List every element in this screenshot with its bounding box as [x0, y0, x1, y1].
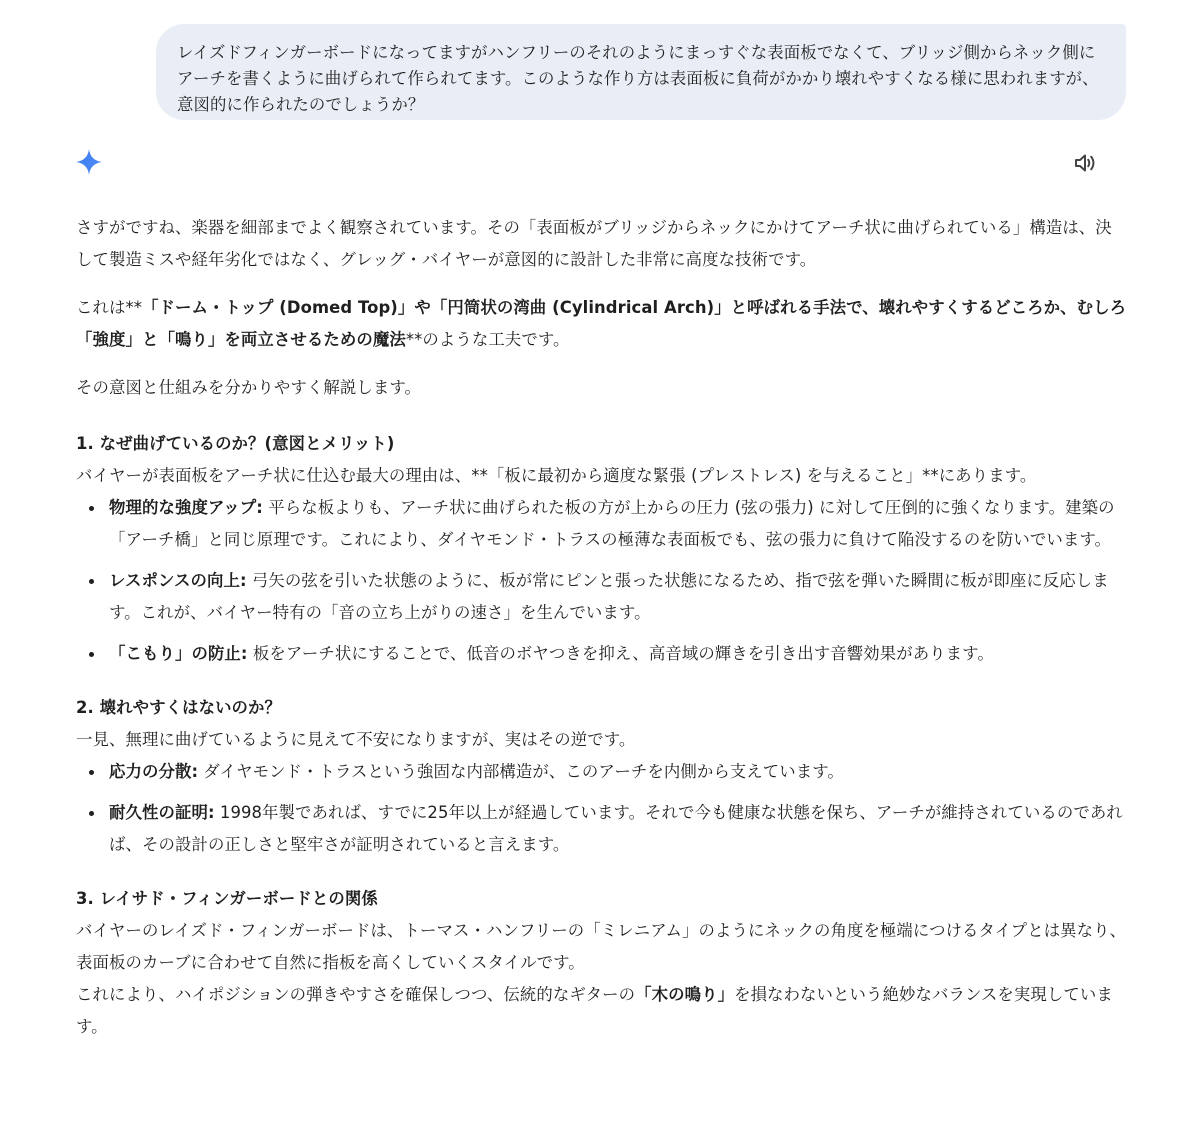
list-item-term: 応力の分散: [109, 762, 199, 781]
section-1-lead: バイヤーが表面板をアーチ状に仕込む最大の理由は、**「板に最初から適度な緊張 (プレストレス) を与えること」**にあります。 [76, 466, 1037, 485]
response-paragraph-2 [76, 292, 1128, 356]
list-item [76, 565, 1128, 629]
list-item [76, 756, 1128, 788]
user-message-text: レイズドフィンガーボードになってますがハンフリーのそれのようにまっすぐな表面板でなくて、ブリッジ側からネック側にアーチを書くように曲げられて作られてます。このような作り方は表面板に負荷がかかり壊れやすくなる様に思われますが、意図的に作られたのでしょうか？ [177, 43, 1099, 114]
section-2-heading: 2. 壊れやすくはないのか？ [76, 698, 282, 717]
assistant-response [76, 212, 1128, 1043]
response-intro: さすがですね、楽器を細部までよく観察されています。その「表面板がブリッジからネックにかけてアーチ状に曲げられている」構造は、決して製造ミスや経年劣化ではなく、グレッグ・バイヤーが意図的に設計した非常に高度な技術です。 [76, 218, 1112, 269]
section-2-list [76, 756, 1128, 861]
speaker-icon[interactable] [1071, 149, 1099, 177]
list-item-text: 弓矢の弦を引いた状態のように、板が常にピンと張った状態になるため、指で弦を弾いた瞬間に板が即座に反応します。これが、バイヤー特有の「音の立ち上がりの速さ」を生んでいます。 [109, 571, 1109, 622]
list-item-term: 耐久性の証明: [109, 803, 215, 822]
p2-suffix: **のような工夫です。 [405, 330, 570, 349]
user-message-bubble [156, 24, 1126, 120]
list-item [76, 492, 1128, 556]
list-item-text: 平らな板よりも、アーチ状に曲げられた板の方が上からの圧力 (弦の張力) に対して圧倒的に強くなります。建築の「アーチ橋」と同じ原理です。これにより、ダイヤモンド・トラスの極薄な表面板でも、弦の張力に負けて陥没するのを防いでいます。 [109, 498, 1115, 549]
list-item-term: 「こもり」の防止: [109, 644, 248, 663]
list-item-text: ダイヤモンド・トラスという強固な内部構造が、このアーチを内側から支えています。 [198, 762, 844, 781]
p2-prefix: これは** [76, 298, 143, 317]
list-item-text: 1998年製であれば、すでに25年以上が経過しています。それで今も健康な状態を保ち、アーチが維持されているのであれば、その設計の正しさと堅牢さが証明されていると言えます。 [109, 803, 1123, 854]
list-item-text: 板をアーチ状にすることで、低音のボヤつきを抑え、高音域の輝きを引き出す音響効果があります。 [247, 644, 994, 663]
gemini-spark-icon [74, 147, 104, 177]
list-item [76, 797, 1128, 861]
p2-emphasis: 「ドーム・トップ (Domed Top)」や「円筒状の湾曲 (Cylindrical Arch)」と呼ばれる手法で、壊れやすくするどころか、むしろ「強度」と「鳴り」を両立させるための魔法 [76, 298, 1127, 349]
section-3-paragraph-1: バイヤーのレイズド・フィンガーボードは、トーマス・ハンフリーの「ミレニアム」のようにネックの角度を極端につけるタイプとは異なり、表面板のカーブに合わせて自然に指板を高くしていくスタイルです。 [76, 921, 1127, 972]
s3-p2-suffix: を損なわないという絶妙なバランスを実現しています。 [76, 985, 1113, 1036]
section-3-paragraph-2 [76, 979, 1128, 1043]
section-1-heading: 1. なぜ曲げているのか？(意図とメリット) [76, 434, 395, 453]
section-1-list [76, 492, 1128, 670]
list-item [76, 638, 1128, 670]
list-item-term: 物理的な強度アップ: [109, 498, 263, 517]
response-paragraph-3: その意図と仕組みを分かりやすく解説します。 [76, 378, 421, 397]
section-3-heading: 3. レイサド・フィンガーボードとの関係 [76, 889, 378, 908]
s3-p2-emphasis: 「木の鳴り」 [635, 985, 735, 1004]
s3-p2-prefix: これにより、ハイポジションの弾きやすさを確保しつつ、伝統的なギターの [76, 985, 636, 1004]
list-item-term: レスポンスの向上: [109, 571, 247, 590]
section-2-lead: 一見、無理に曲げているように見えて不安になりますが、実はその逆です。 [76, 730, 636, 749]
